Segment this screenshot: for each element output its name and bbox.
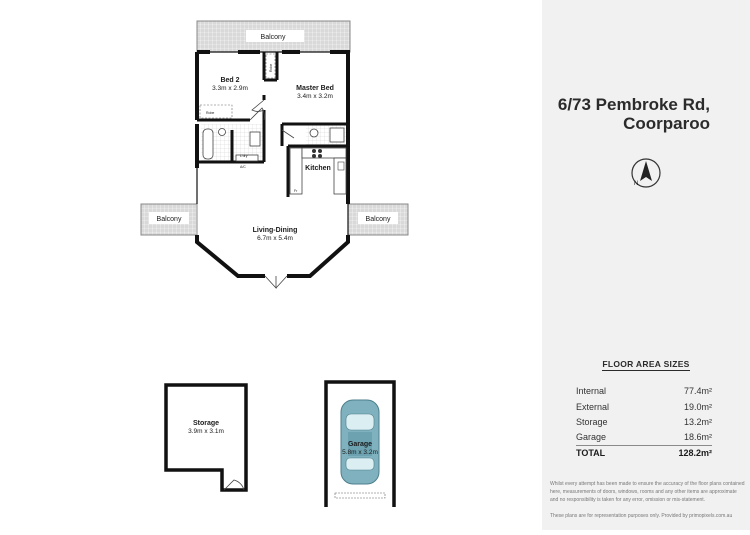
laundry-label: L'dry — [240, 154, 248, 158]
shower — [330, 128, 344, 142]
address-line-2: Coorparoo — [623, 114, 710, 133]
info-panel: 6/73 Pembroke Rd, Coorparoo N FLOOR AREA SIZES Internal 77.4m² External 19.0m² Storage 13.2m² Garage 18.6m² TOTAL 128.2m² Whilst every attempt has been made to ensure the accuracy of the floor plans contained here, measurements of doors, windows, rooms and any other items are approximate and no responsibility is taken for any error, omission or mis-statement. These plans are for representation purposes only. Provided by primopixels.com.au — [542, 0, 750, 530]
master-bed-size: 3.4m x 3.2m — [297, 93, 333, 100]
bathtub — [203, 129, 213, 159]
storage-unit — [166, 385, 246, 490]
balcony-top-label: Balcony — [260, 34, 286, 41]
provider-note: These plans are for representation purposes only. Provided by primopixels.com.au — [550, 513, 733, 519]
basin — [250, 132, 260, 146]
balcony-right-label: Balcony — [365, 216, 391, 223]
robe-label-bed2: Robe — [206, 111, 215, 115]
compass-north-label: N — [634, 181, 639, 187]
ensuite-toilet — [310, 129, 318, 137]
total-divider — [576, 445, 712, 446]
north-arrow-compass-icon — [630, 157, 662, 189]
garage-size: 5.8m x 3.2m — [342, 449, 378, 456]
living-dining-size: 6.7m x 5.4m — [257, 235, 293, 242]
storage-label: Storage — [192, 420, 220, 427]
storage-size: 3.9m x 3.1m — [188, 428, 224, 435]
floor-area-title: FLOOR AREA SIZES — [602, 359, 690, 369]
address-line-1: 6/73 Pembroke Rd, — [557, 95, 710, 114]
robe-label-master: Robe — [269, 63, 273, 72]
disclaimer-text: Whilst every attempt has been made to ensure the accuracy of the floor plans contained here, measurements of doors, windows, rooms and any other items are approximate and no responsibility is taken for any error, omission or mis-statement. — [550, 481, 745, 503]
garage-label: Garage — [347, 441, 373, 448]
fridge-label: Fr — [294, 189, 298, 193]
bed2-size: 3.3m x 2.9m — [212, 85, 248, 92]
kitchen-label: Kitchen — [305, 165, 331, 172]
living-dining-label: Living-Dining — [252, 227, 298, 234]
balcony-left-label: Balcony — [156, 216, 182, 223]
master-bed-label: Master Bed — [296, 85, 334, 92]
toilet — [219, 129, 226, 136]
bed2-label: Bed 2 — [220, 77, 240, 84]
ac-label: A/C — [240, 165, 246, 169]
